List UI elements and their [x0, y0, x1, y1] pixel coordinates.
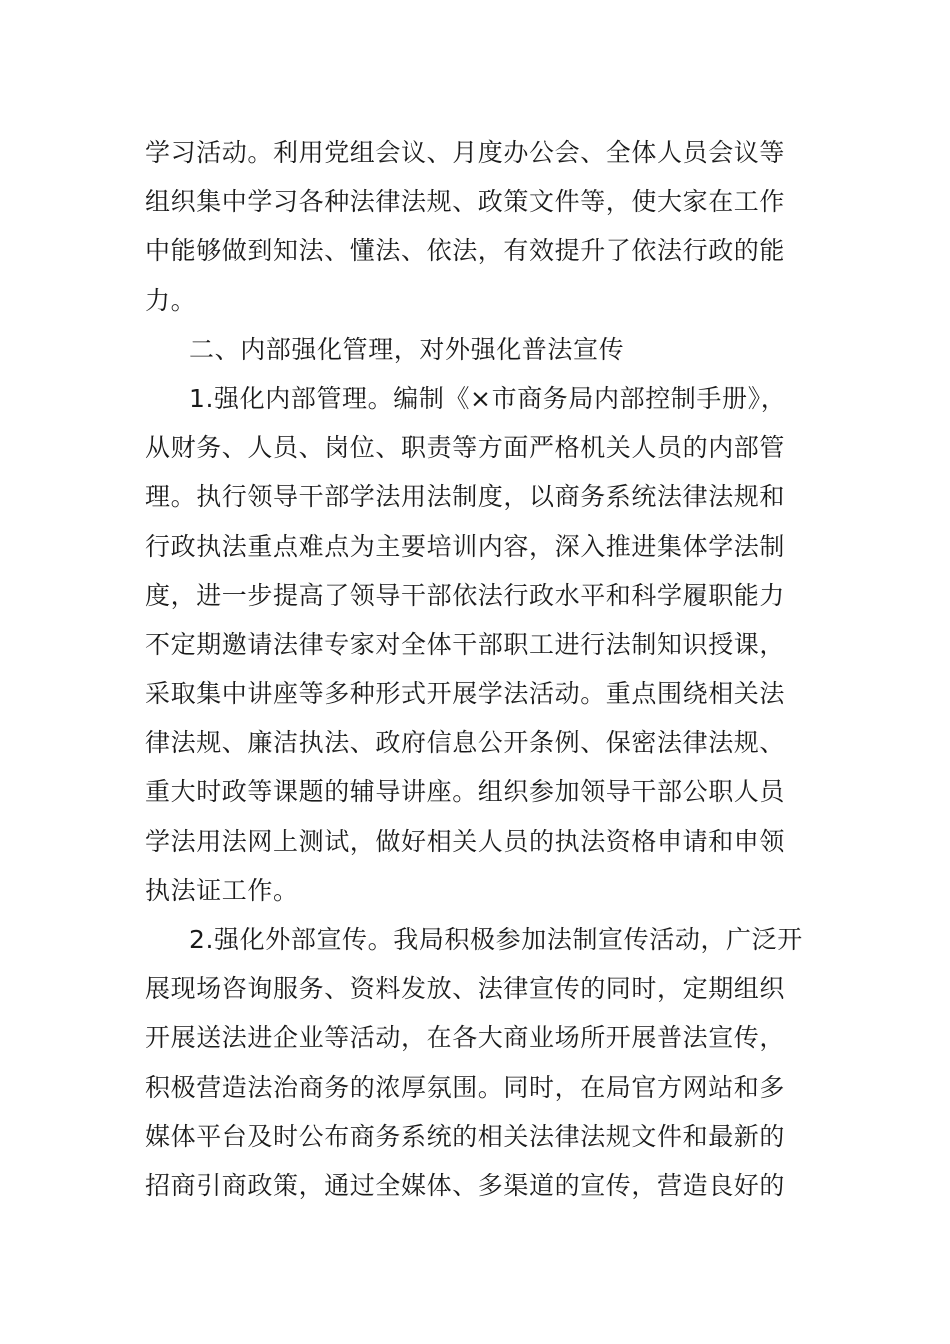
text-line: 中能够做到知法、懂法、依法，有效提升了依法行政的能	[145, 236, 786, 266]
text-line: 从财务、人员、岗位、职责等方面严格机关人员的内部管	[145, 433, 786, 463]
text-line: 学法用法网上测试，做好相关人员的执法资格申请和申领	[145, 826, 786, 856]
text-line: 执法证工作。	[145, 875, 299, 905]
text-line: 学习活动。利用党组会议、月度办公会、全体人员会议等	[145, 138, 786, 167]
document-body	[145, 128, 815, 1210]
text-line: 律法规、廉洁执法、政府信息公开条例、保密法律法规、	[145, 728, 786, 758]
text-line: 2.强化外部宣传。我局积极参加法制宣传活动，广泛开	[189, 925, 803, 954]
text-line: 开展送法进企业等活动，在各大商业场所开展普法宣传，	[145, 1023, 786, 1053]
text-line: 积极营造法治商务的浓厚氛围。同时，在局官方网站和多	[145, 1072, 786, 1102]
text-line: 理。执行领导干部学法用法制度，以商务系统法律法规和	[145, 482, 786, 512]
text-line: 不定期邀请法律专家对全体干部职工进行法制知识授课，	[145, 629, 786, 659]
text-line: 力。	[145, 285, 197, 315]
text-line: 媒体平台及时公布商务系统的相关法律法规文件和最新的	[145, 1121, 786, 1151]
text-line: 1.强化内部管理。编制《×市商务局内部控制手册》，	[189, 383, 787, 413]
text-line: 重大时政等课题的辅导讲座。组织参加领导干部公职人员	[145, 777, 786, 807]
text-line: 展现场咨询服务、资料发放、法律宣传的同时，定期组织	[145, 974, 786, 1004]
text-line: 二、内部强化管理，对外强化普法宣传	[189, 334, 625, 364]
text-line: 招商引商政策，通过全媒体、多渠道的宣传，营造良好的	[145, 1170, 786, 1200]
text-line: 组织集中学习各种法律法规、政策文件等，使大家在工作	[145, 187, 786, 217]
text-line: 度，进一步提高了领导干部依法行政水平和科学履职能力	[145, 580, 786, 610]
text-line: 行政执法重点难点为主要培训内容，深入推进集体学法制	[145, 531, 786, 561]
text-line: 采取集中讲座等多种形式开展学法活动。重点围绕相关法	[145, 679, 786, 709]
